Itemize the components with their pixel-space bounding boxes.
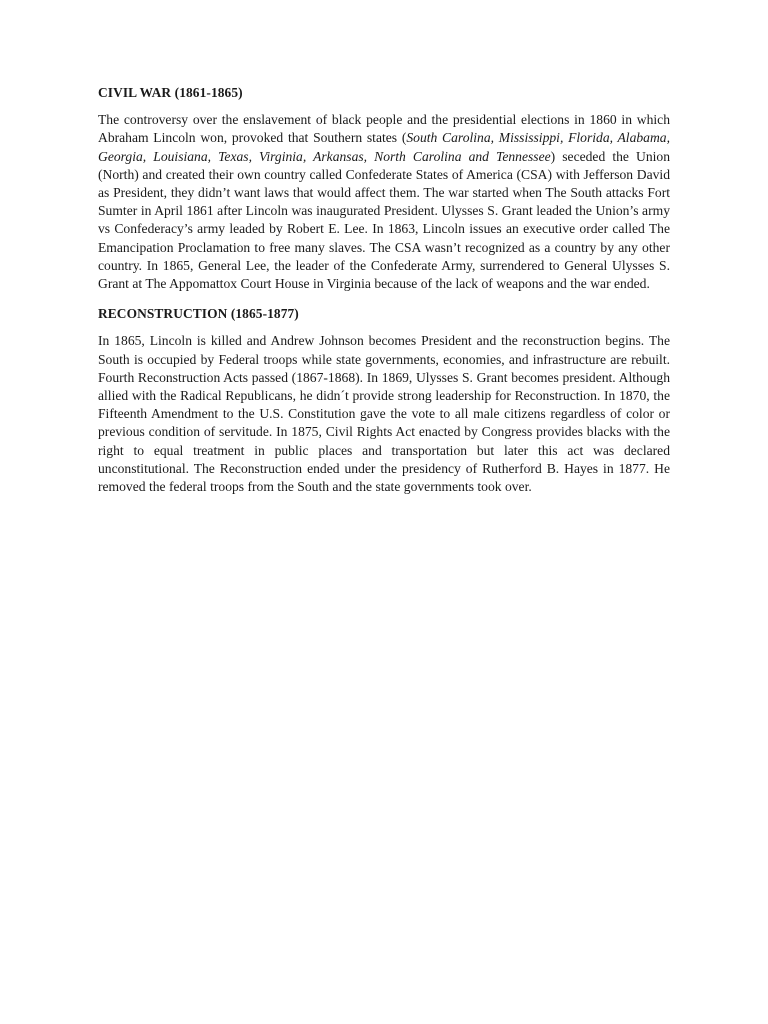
- document-page: [98, 84, 670, 508]
- civil-war-section: [98, 84, 670, 293]
- civil-war-text-part1: The controversy over the enslavement of black people and the presidential elections in 1860 in which Abraham Lincoln won, provoked that Southern states (: [98, 112, 670, 146]
- civil-war-text-part2: ) seceded the Union (North) and created their own country called Confederate States of America (CSA) with Jefferson David as President, they didn’t want laws that would affect them. The war started when The South attacks Fort Sumter in April 1861 after Lincoln was inaugurated President. Ulysses S. Grant leaded the Union’s army vs Confederacy’s army leaded by Robert E. Lee. In 1863, Lincoln issues an executive order called The Emancipation Proclamation to free many slaves. The CSA wasn’t recognized as a country by any other country. In 1865, General Lee, the leader of the Confederate Army, surrendered to General Ulysses S. Grant at The Appomattox Court House in Virginia because of the lack of weapons and the war ended.: [98, 148, 670, 292]
- reconstruction-section: [98, 305, 670, 496]
- reconstruction-heading: RECONSTRUCTION (1865-1877): [98, 306, 299, 322]
- southern-states-list: South Carolina, Mississippi, Florida, Alabama, Georgia, Louisiana, Texas, Virginia, Arkansas, North Carolina and Tennessee: [98, 130, 670, 164]
- reconstruction-paragraph: In 1865, Lincoln is killed and Andrew Johnson becomes President and the reconstruction begins. The South is occupied by Federal troops while state governments, economies, and infrastructure are rebuilt. Fourth Reconstruction Acts passed (1867-1868). In 1869, Ulysses S. Grant becomes president. Although allied with the Radical Republicans, he didn´t provide strong leadership for Reconstruction. In 1870, the Fifteenth Amendment to the U.S. Constitution gave the vote to all male citizens regardless of color or previous condition of servitude. In 1875, Civil Rights Act enacted by Congress provides blacks with the right to equal treatment in public places and transportation but later this act was declared unconstitutional. The Reconstruction ended under the presidency of Rutherford B. Hayes in 1877. He removed the federal troops from the South and the state governments took over.: [98, 333, 670, 495]
- civil-war-paragraph: [98, 111, 670, 293]
- civil-war-heading: CIVIL WAR (1861-1865): [98, 85, 243, 100]
